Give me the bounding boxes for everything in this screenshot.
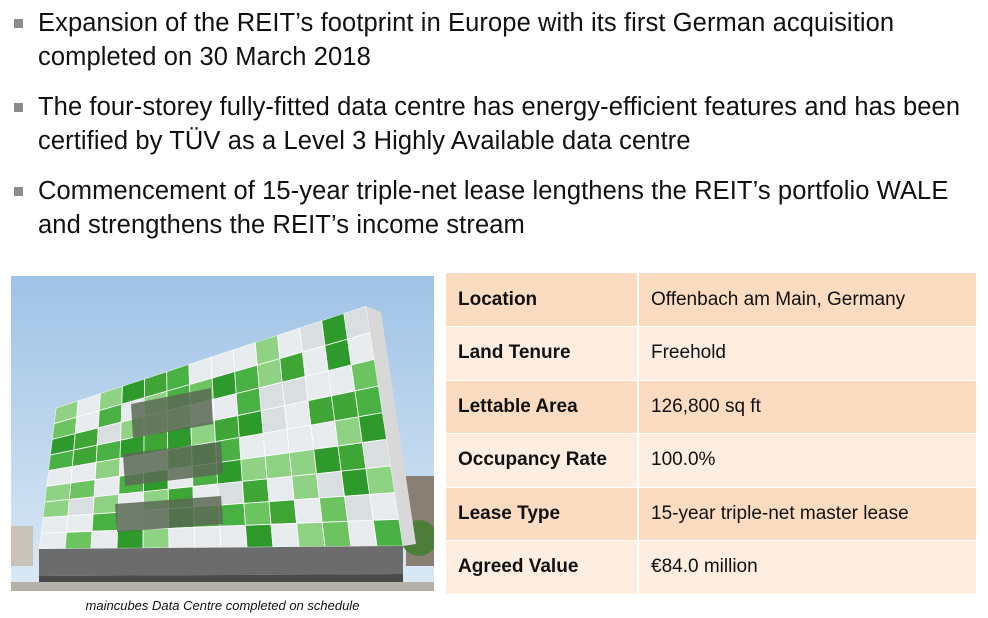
facade-tile [43, 499, 70, 517]
facade-tile [322, 521, 351, 546]
facade-tile [263, 429, 289, 456]
fact-label: Agreed Value [446, 541, 638, 595]
facade-tile [331, 391, 358, 421]
facade-tile [292, 474, 320, 500]
facade-tile [297, 522, 325, 547]
facade-tile [169, 527, 195, 548]
facade-tile [338, 443, 366, 471]
table-row [446, 380, 976, 434]
fact-label: Location [446, 273, 638, 327]
facade-tile [344, 494, 373, 521]
facade-tile [244, 502, 271, 526]
fact-label: Occupancy Rate [446, 434, 638, 488]
facade-tile [351, 359, 378, 391]
bullet-item [12, 90, 982, 158]
fact-label: Land Tenure [446, 327, 638, 381]
facade-tile [341, 469, 369, 497]
bullet-marker-icon [14, 103, 23, 112]
facade-tile [289, 449, 316, 476]
facade-tile [373, 519, 403, 546]
facade-tile [362, 439, 390, 468]
bullet-list [12, 6, 982, 258]
facade-tile [355, 386, 383, 417]
facade-tile [294, 498, 322, 523]
facade-tile [94, 476, 119, 497]
table-row [446, 541, 976, 595]
facade-tile [314, 446, 342, 474]
facade-tile [287, 425, 314, 453]
facade-tile [65, 531, 92, 548]
fact-value: 15-year triple-net master lease [638, 487, 976, 541]
bullet-item [12, 6, 982, 74]
facade-tile [267, 476, 294, 501]
bullet-marker-icon [14, 19, 23, 28]
facade-tile [348, 520, 377, 546]
property-facts-table [446, 273, 976, 595]
bullet-text: Commencement of 15-year triple-net lease lengthens the REIT’s portfolio WALE and strengthens the REIT’s income stream [38, 177, 949, 239]
table-row [446, 487, 976, 541]
fact-label: Lettable Area [446, 380, 638, 434]
facade-tile [308, 396, 335, 425]
bullet-text: The four-storey fully-fitted data centre has energy-efficient features and has been certified by TÜV as a Level 3 Highly Available data centre [38, 93, 961, 155]
facade-tile [218, 481, 244, 505]
table-row [446, 273, 976, 327]
facade-tile [41, 516, 68, 533]
fact-value: 126,800 sq ft [638, 380, 976, 434]
table-row [446, 327, 976, 381]
fact-value: 100.0% [638, 434, 976, 488]
facade-tile [45, 483, 71, 502]
facade-tile [39, 532, 66, 549]
facade-tile [335, 417, 363, 446]
facade-tile [366, 466, 395, 494]
fact-label: Lease Type [446, 487, 638, 541]
facade-tile [269, 500, 297, 525]
facade-tile [220, 525, 247, 547]
facade-tile [359, 413, 387, 443]
facade-tile [261, 406, 287, 434]
facade-tile [194, 526, 221, 547]
facade-tile [91, 530, 118, 548]
bullet-item [12, 174, 982, 242]
facade-tile [245, 524, 273, 547]
facade-tile [370, 493, 399, 521]
bullet-marker-icon [14, 187, 23, 196]
facade-tile [241, 456, 267, 481]
fact-value: €84.0 million [638, 541, 976, 595]
facade-tile [285, 401, 311, 429]
fact-value: Offenbach am Main, Germany [638, 273, 976, 327]
facade-tile [68, 497, 94, 516]
facade-tile [242, 479, 269, 504]
facade-tile [143, 528, 169, 548]
data-centre-photo [11, 276, 434, 591]
facade-tile [93, 494, 119, 514]
facade-tile [66, 514, 93, 532]
facade-tile [311, 421, 338, 449]
facade-tile [117, 529, 143, 548]
photo-caption: maincubes Data Centre completed on schedule [85, 598, 360, 613]
facade-tile [238, 411, 263, 438]
facade-tile [265, 453, 292, 479]
facade-tile [69, 480, 95, 500]
fact-value: Freehold [638, 327, 976, 381]
facade-tile [92, 512, 118, 531]
facade-tile [319, 496, 347, 522]
facade-tile [328, 365, 355, 396]
table-row [446, 434, 976, 488]
facade-tile [214, 416, 239, 442]
facade-tile [317, 471, 345, 498]
facade-tile [271, 523, 299, 547]
facade-tile [239, 433, 265, 459]
bullet-text: Expansion of the REIT’s footprint in Europe with its first German acquisition completed on 30 March 2018 [38, 9, 895, 71]
